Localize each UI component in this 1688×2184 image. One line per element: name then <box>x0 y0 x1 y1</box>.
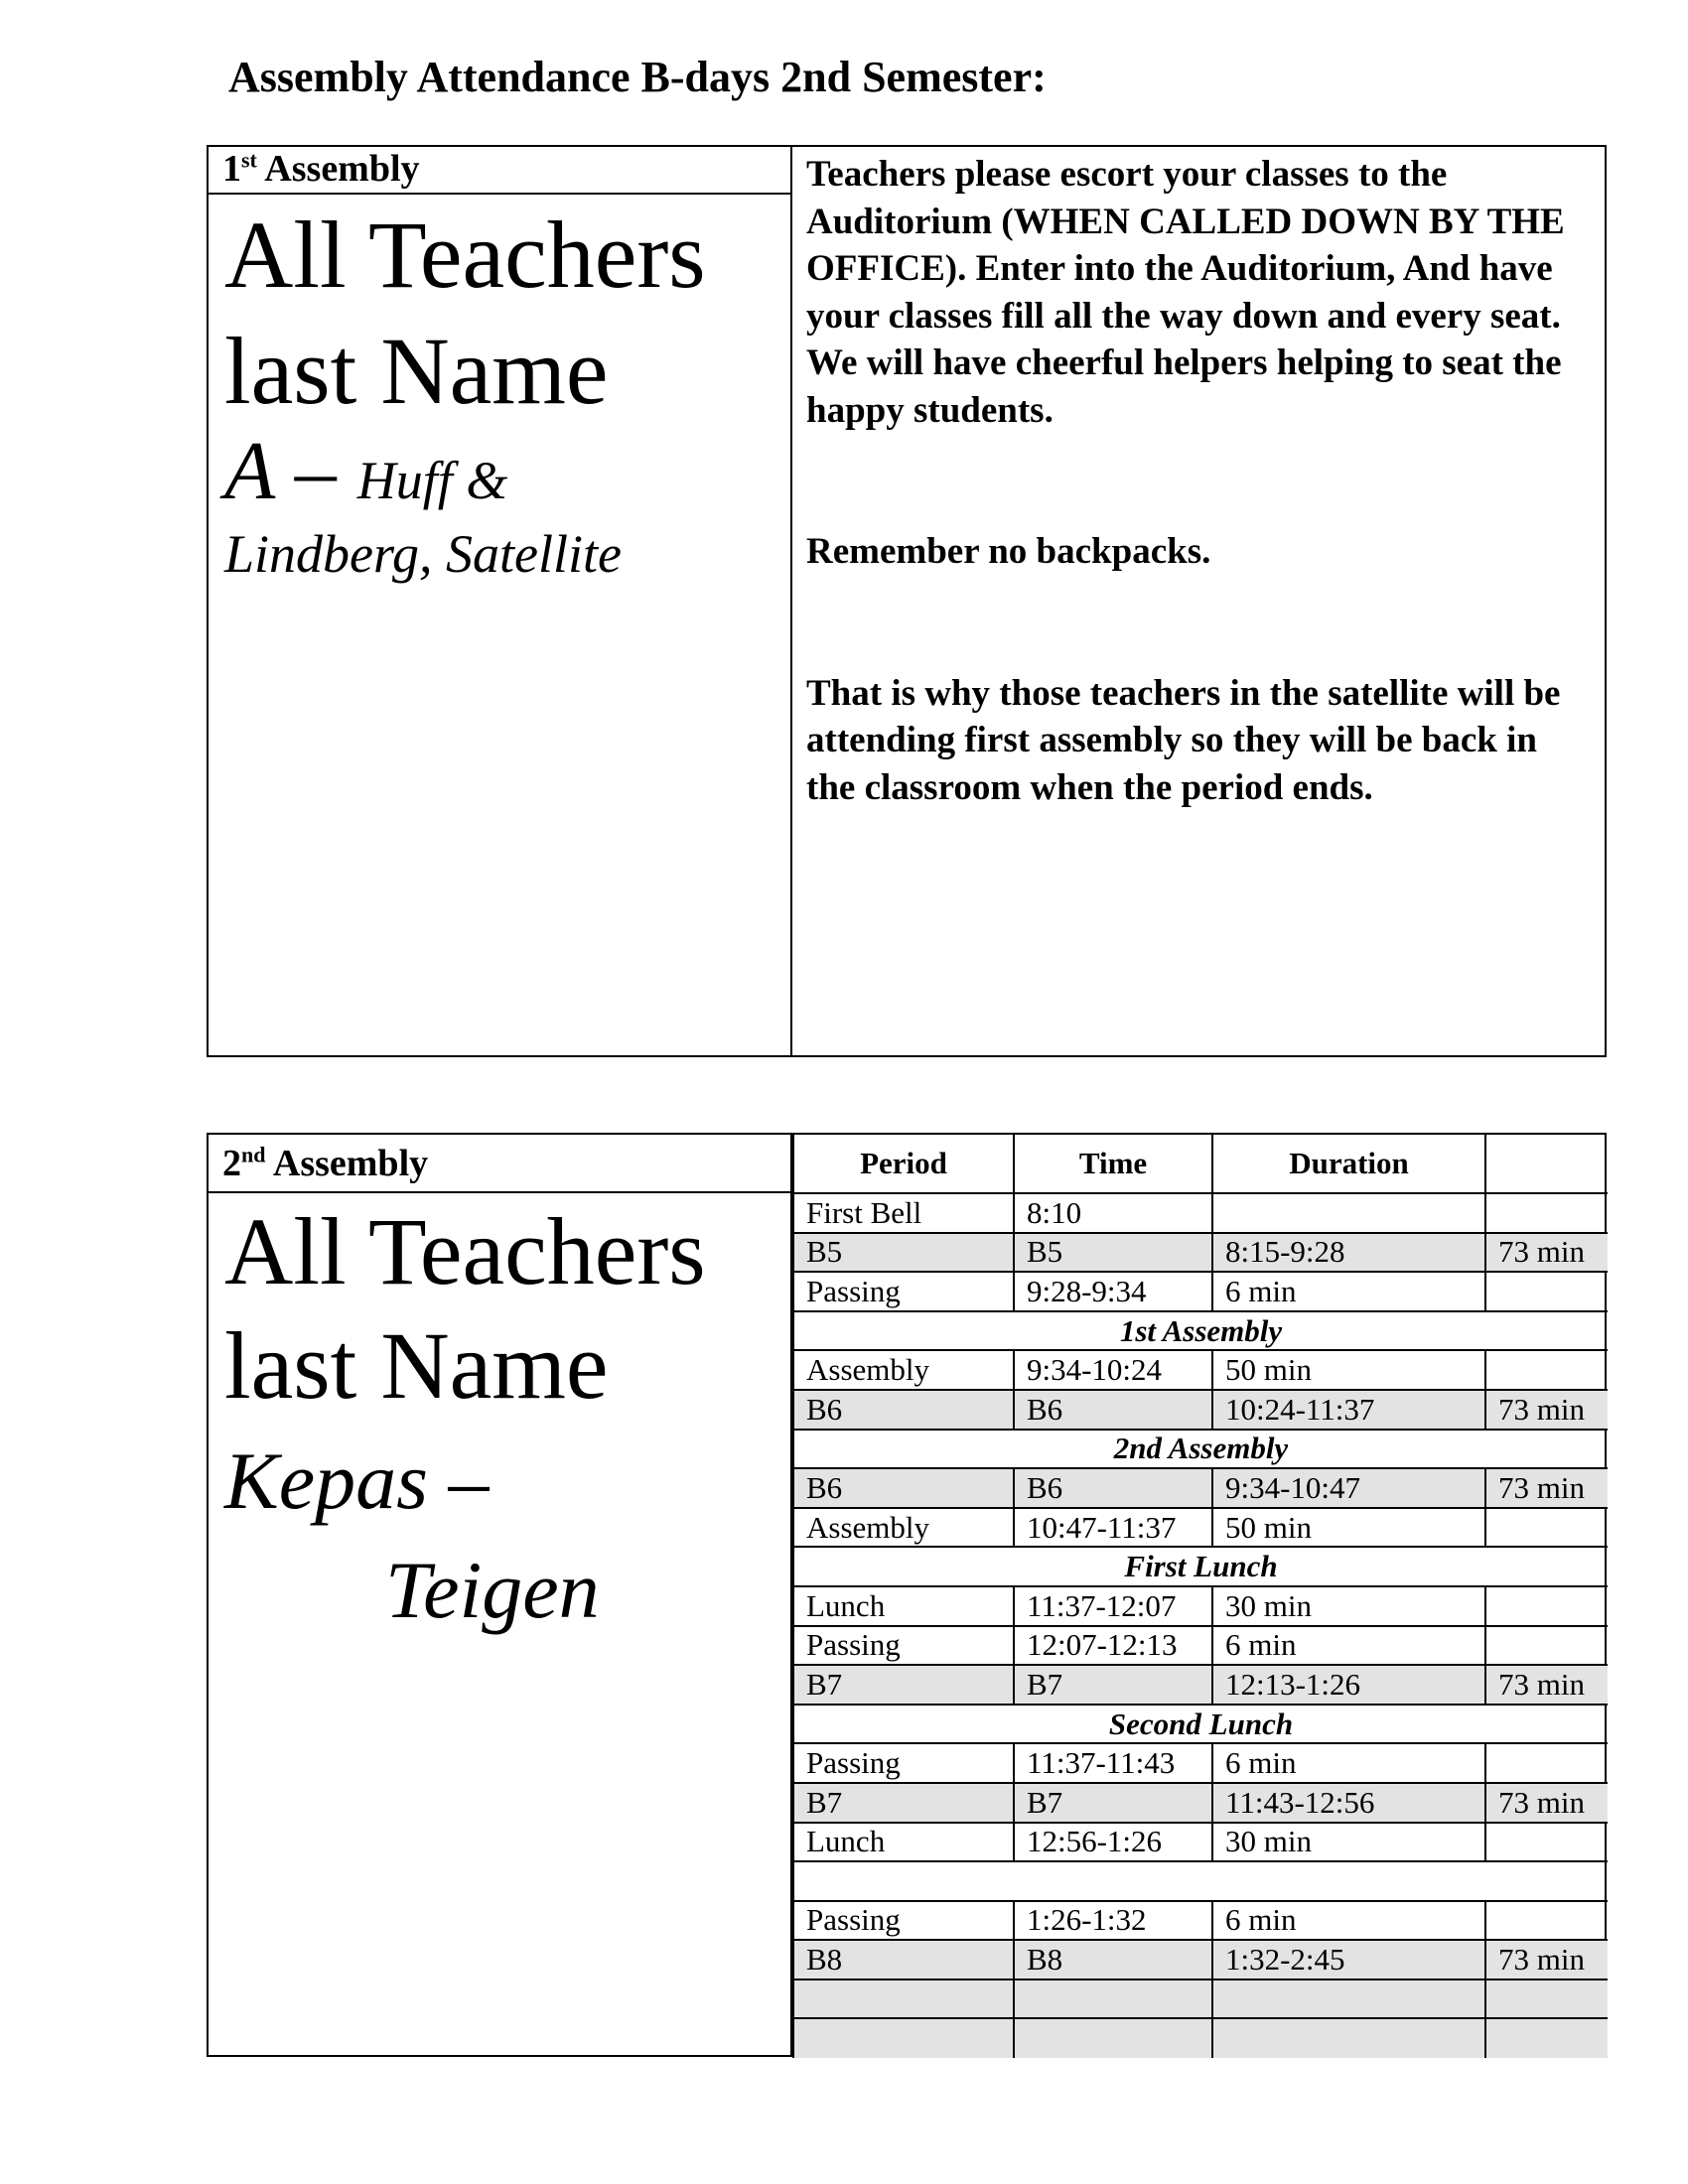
schedule-cell <box>1485 1626 1608 1666</box>
schedule-cell <box>1485 1823 1608 1862</box>
teacher-range-line-1: Kepas – <box>224 1435 490 1526</box>
schedule-cell: 50 min <box>1212 1350 1485 1390</box>
schedule-section-row <box>793 1311 1608 1351</box>
schedule-cell <box>1485 1979 1608 2019</box>
big-name-line-1: All Teachers <box>224 1198 706 1304</box>
schedule-cell: 9:28-9:34 <box>1014 1272 1212 1311</box>
schedule-cell: First Bell <box>793 1193 1014 1233</box>
range-dash: – <box>273 425 357 517</box>
schedule-cell: 12:07-12:13 <box>1014 1626 1212 1666</box>
schedule-cell <box>1485 1901 1608 1941</box>
schedule-cell: B6 <box>1014 1390 1212 1430</box>
schedule-row <box>793 1979 1608 2019</box>
schedule-row <box>793 1743 1608 1783</box>
big-name-line-2: last Name <box>224 318 609 424</box>
schedule-cell: Passing <box>793 1626 1014 1666</box>
ordinal-suffix: st <box>241 147 257 173</box>
schedule-cell <box>793 1979 1014 2019</box>
schedule-cell: 12:56-1:26 <box>1014 1823 1212 1862</box>
schedule-cell: 11:37-11:43 <box>1014 1743 1212 1783</box>
schedule-cell: B7 <box>1014 1665 1212 1705</box>
teacher-range-line-2: Lindberg, Satellite <box>224 524 622 584</box>
schedule-cell: 73 min <box>1485 1233 1608 1273</box>
schedule-cell: 11:37-12:07 <box>1014 1586 1212 1626</box>
section-label <box>793 1861 1608 1901</box>
schedule-cell: B8 <box>1014 1940 1212 1979</box>
schedule-cell <box>1485 2018 1608 2058</box>
schedule-row <box>793 1940 1608 1979</box>
schedule-cell: 73 min <box>1485 1390 1608 1430</box>
schedule-cell: Passing <box>793 1901 1014 1941</box>
schedule-cell: Lunch <box>793 1586 1014 1626</box>
schedule-cell <box>1014 2018 1212 2058</box>
schedule-row <box>793 1468 1608 1508</box>
schedule-row <box>793 1901 1608 1941</box>
schedule-cell: 30 min <box>1212 1823 1485 1862</box>
section-label: Second Lunch <box>793 1705 1608 1744</box>
instructions-panel <box>792 147 1605 1055</box>
schedule-cell: B7 <box>793 1665 1014 1705</box>
schedule-cell: 73 min <box>1485 1665 1608 1705</box>
schedule-cell: 9:34-10:24 <box>1014 1350 1212 1390</box>
schedule-cell: B6 <box>793 1390 1014 1430</box>
big-name-line-2: last Name <box>224 1312 609 1419</box>
instruction-paragraph-3: That is why those teachers in the satellite will be attending first assembly so they will be back in the classroom when the period ends. <box>806 672 1561 808</box>
schedule-cell: B5 <box>793 1233 1014 1273</box>
column-header: Period <box>793 1135 1014 1193</box>
schedule-cell: B6 <box>793 1468 1014 1508</box>
schedule-row <box>793 1233 1608 1273</box>
column-header <box>1485 1135 1608 1193</box>
schedule-cell <box>793 2018 1014 2058</box>
schedule-cell: Assembly <box>793 1350 1014 1390</box>
schedule-cell: 6 min <box>1212 1743 1485 1783</box>
instruction-paragraph-1: Teachers please escort your classes to the Auditorium (WHEN CALLED DOWN BY THE OFFICE). Enter into the Auditorium, And have your classes fill all the way down and every seat. We will have cheerful helpers helping to seat the happy students. <box>806 154 1565 431</box>
column-header: Time <box>1014 1135 1212 1193</box>
schedule-header-row <box>793 1135 1608 1193</box>
schedule-cell <box>1485 1508 1608 1548</box>
schedule-cell <box>1212 1979 1485 2019</box>
schedule-cell <box>1014 1979 1212 2019</box>
heading-label: Assembly <box>264 148 420 190</box>
schedule-cell: 6 min <box>1212 1272 1485 1311</box>
schedule-cell <box>1485 1350 1608 1390</box>
schedule-section-row <box>793 1547 1608 1586</box>
schedule-table <box>792 1135 1608 2058</box>
schedule-cell: 12:13-1:26 <box>1212 1665 1485 1705</box>
schedule-cell: 6 min <box>1212 1626 1485 1666</box>
second-assembly-heading <box>209 1135 790 1193</box>
first-assembly-teachers <box>209 147 792 1055</box>
schedule-section-row <box>793 1705 1608 1744</box>
schedule-cell: 11:43-12:56 <box>1212 1783 1485 1823</box>
big-name-line-1: All Teachers <box>224 202 706 308</box>
schedule-cell: 73 min <box>1485 1940 1608 1979</box>
schedule-row <box>793 1626 1608 1666</box>
schedule-cell: B7 <box>1014 1783 1212 1823</box>
schedule-cell <box>1212 2018 1485 2058</box>
teacher-range-line-2: Teigen <box>385 1545 600 1635</box>
schedule-cell: 10:47-11:37 <box>1014 1508 1212 1548</box>
schedule-row <box>793 1508 1608 1548</box>
schedule-cell: 30 min <box>1212 1586 1485 1626</box>
schedule-cell: B5 <box>1014 1233 1212 1273</box>
schedule-row <box>793 1272 1608 1311</box>
schedule-cell: B7 <box>793 1783 1014 1823</box>
schedule-cell <box>1212 1193 1485 1233</box>
schedule-cell: 8:15-9:28 <box>1212 1233 1485 1273</box>
schedule-cell: 8:10 <box>1014 1193 1212 1233</box>
schedule-cell: 1:32-2:45 <box>1212 1940 1485 1979</box>
schedule-cell: 10:24-11:37 <box>1212 1390 1485 1430</box>
schedule-section-row <box>793 1861 1608 1901</box>
schedule-cell: 6 min <box>1212 1901 1485 1941</box>
ordinal-suffix: nd <box>241 1142 266 1167</box>
schedule-row <box>793 1783 1608 1823</box>
second-assembly-teachers <box>209 1135 792 2055</box>
instruction-paragraph-2: Remember no backpacks. <box>806 531 1211 572</box>
teacher-range-line-1 <box>209 425 790 517</box>
ordinal-number: 1 <box>222 148 241 190</box>
section-label: 2nd Assembly <box>793 1430 1608 1469</box>
first-assembly-heading <box>209 147 790 195</box>
schedule-row <box>793 1823 1608 1862</box>
schedule-cell: 73 min <box>1485 1783 1608 1823</box>
schedule-cell <box>1485 1743 1608 1783</box>
first-assembly-block <box>207 145 1607 1057</box>
schedule-row <box>793 1193 1608 1233</box>
schedule-cell: B6 <box>1014 1468 1212 1508</box>
schedule-cell: B8 <box>793 1940 1014 1979</box>
schedule-row <box>793 1350 1608 1390</box>
range-names: Huff & <box>356 451 508 510</box>
section-label: First Lunch <box>793 1547 1608 1586</box>
second-assembly-block <box>207 1133 1607 2057</box>
page-title: Assembly Attendance B-days 2nd Semester: <box>228 53 1047 101</box>
schedule-cell: Lunch <box>793 1823 1014 1862</box>
schedule-row <box>793 2018 1608 2058</box>
schedule-row <box>793 1586 1608 1626</box>
schedule-cell: 50 min <box>1212 1508 1485 1548</box>
heading-label: Assembly <box>272 1143 429 1184</box>
schedule-cell <box>1485 1193 1608 1233</box>
schedule-cell: Passing <box>793 1743 1014 1783</box>
column-header: Duration <box>1212 1135 1485 1193</box>
section-label: 1st Assembly <box>793 1311 1608 1351</box>
schedule-cell: 9:34-10:47 <box>1212 1468 1485 1508</box>
ordinal-number: 2 <box>222 1143 241 1184</box>
range-letter: A <box>224 425 274 517</box>
schedule-cell <box>1485 1586 1608 1626</box>
schedule-cell: 73 min <box>1485 1468 1608 1508</box>
schedule-cell: Assembly <box>793 1508 1014 1548</box>
schedule-cell: Passing <box>793 1272 1014 1311</box>
schedule-cell: 1:26-1:32 <box>1014 1901 1212 1941</box>
schedule-row <box>793 1665 1608 1705</box>
schedule-cell <box>1485 1272 1608 1311</box>
schedule-section-row <box>793 1430 1608 1469</box>
schedule-row <box>793 1390 1608 1430</box>
schedule-body <box>793 1193 1608 2058</box>
